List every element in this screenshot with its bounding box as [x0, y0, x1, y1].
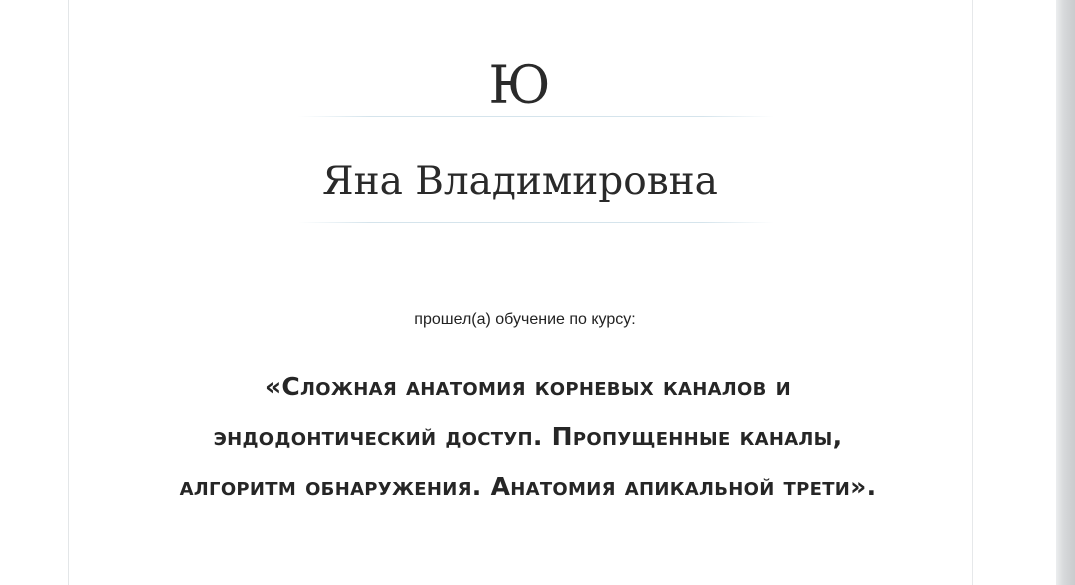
recipient-surname: Ю	[488, 56, 552, 116]
surname-underline	[298, 116, 774, 117]
course-title	[120, 362, 936, 512]
recipient-given-name: Яна Владимировна	[322, 159, 718, 204]
scan-page-edge-shadow	[1056, 0, 1075, 585]
completed-course-label: прошел(а) обучение по курсу:	[414, 311, 636, 328]
given-name-underline	[298, 222, 774, 223]
course-title-line-3: алгоритм обнаружения. Анатомия апикальной трети».	[179, 472, 877, 501]
course-title-line-2: эндодонтический доступ. Пропущенные каналы,	[213, 422, 843, 451]
course-title-line-1: «Сложная анатомия корневых каналов и	[264, 372, 792, 401]
